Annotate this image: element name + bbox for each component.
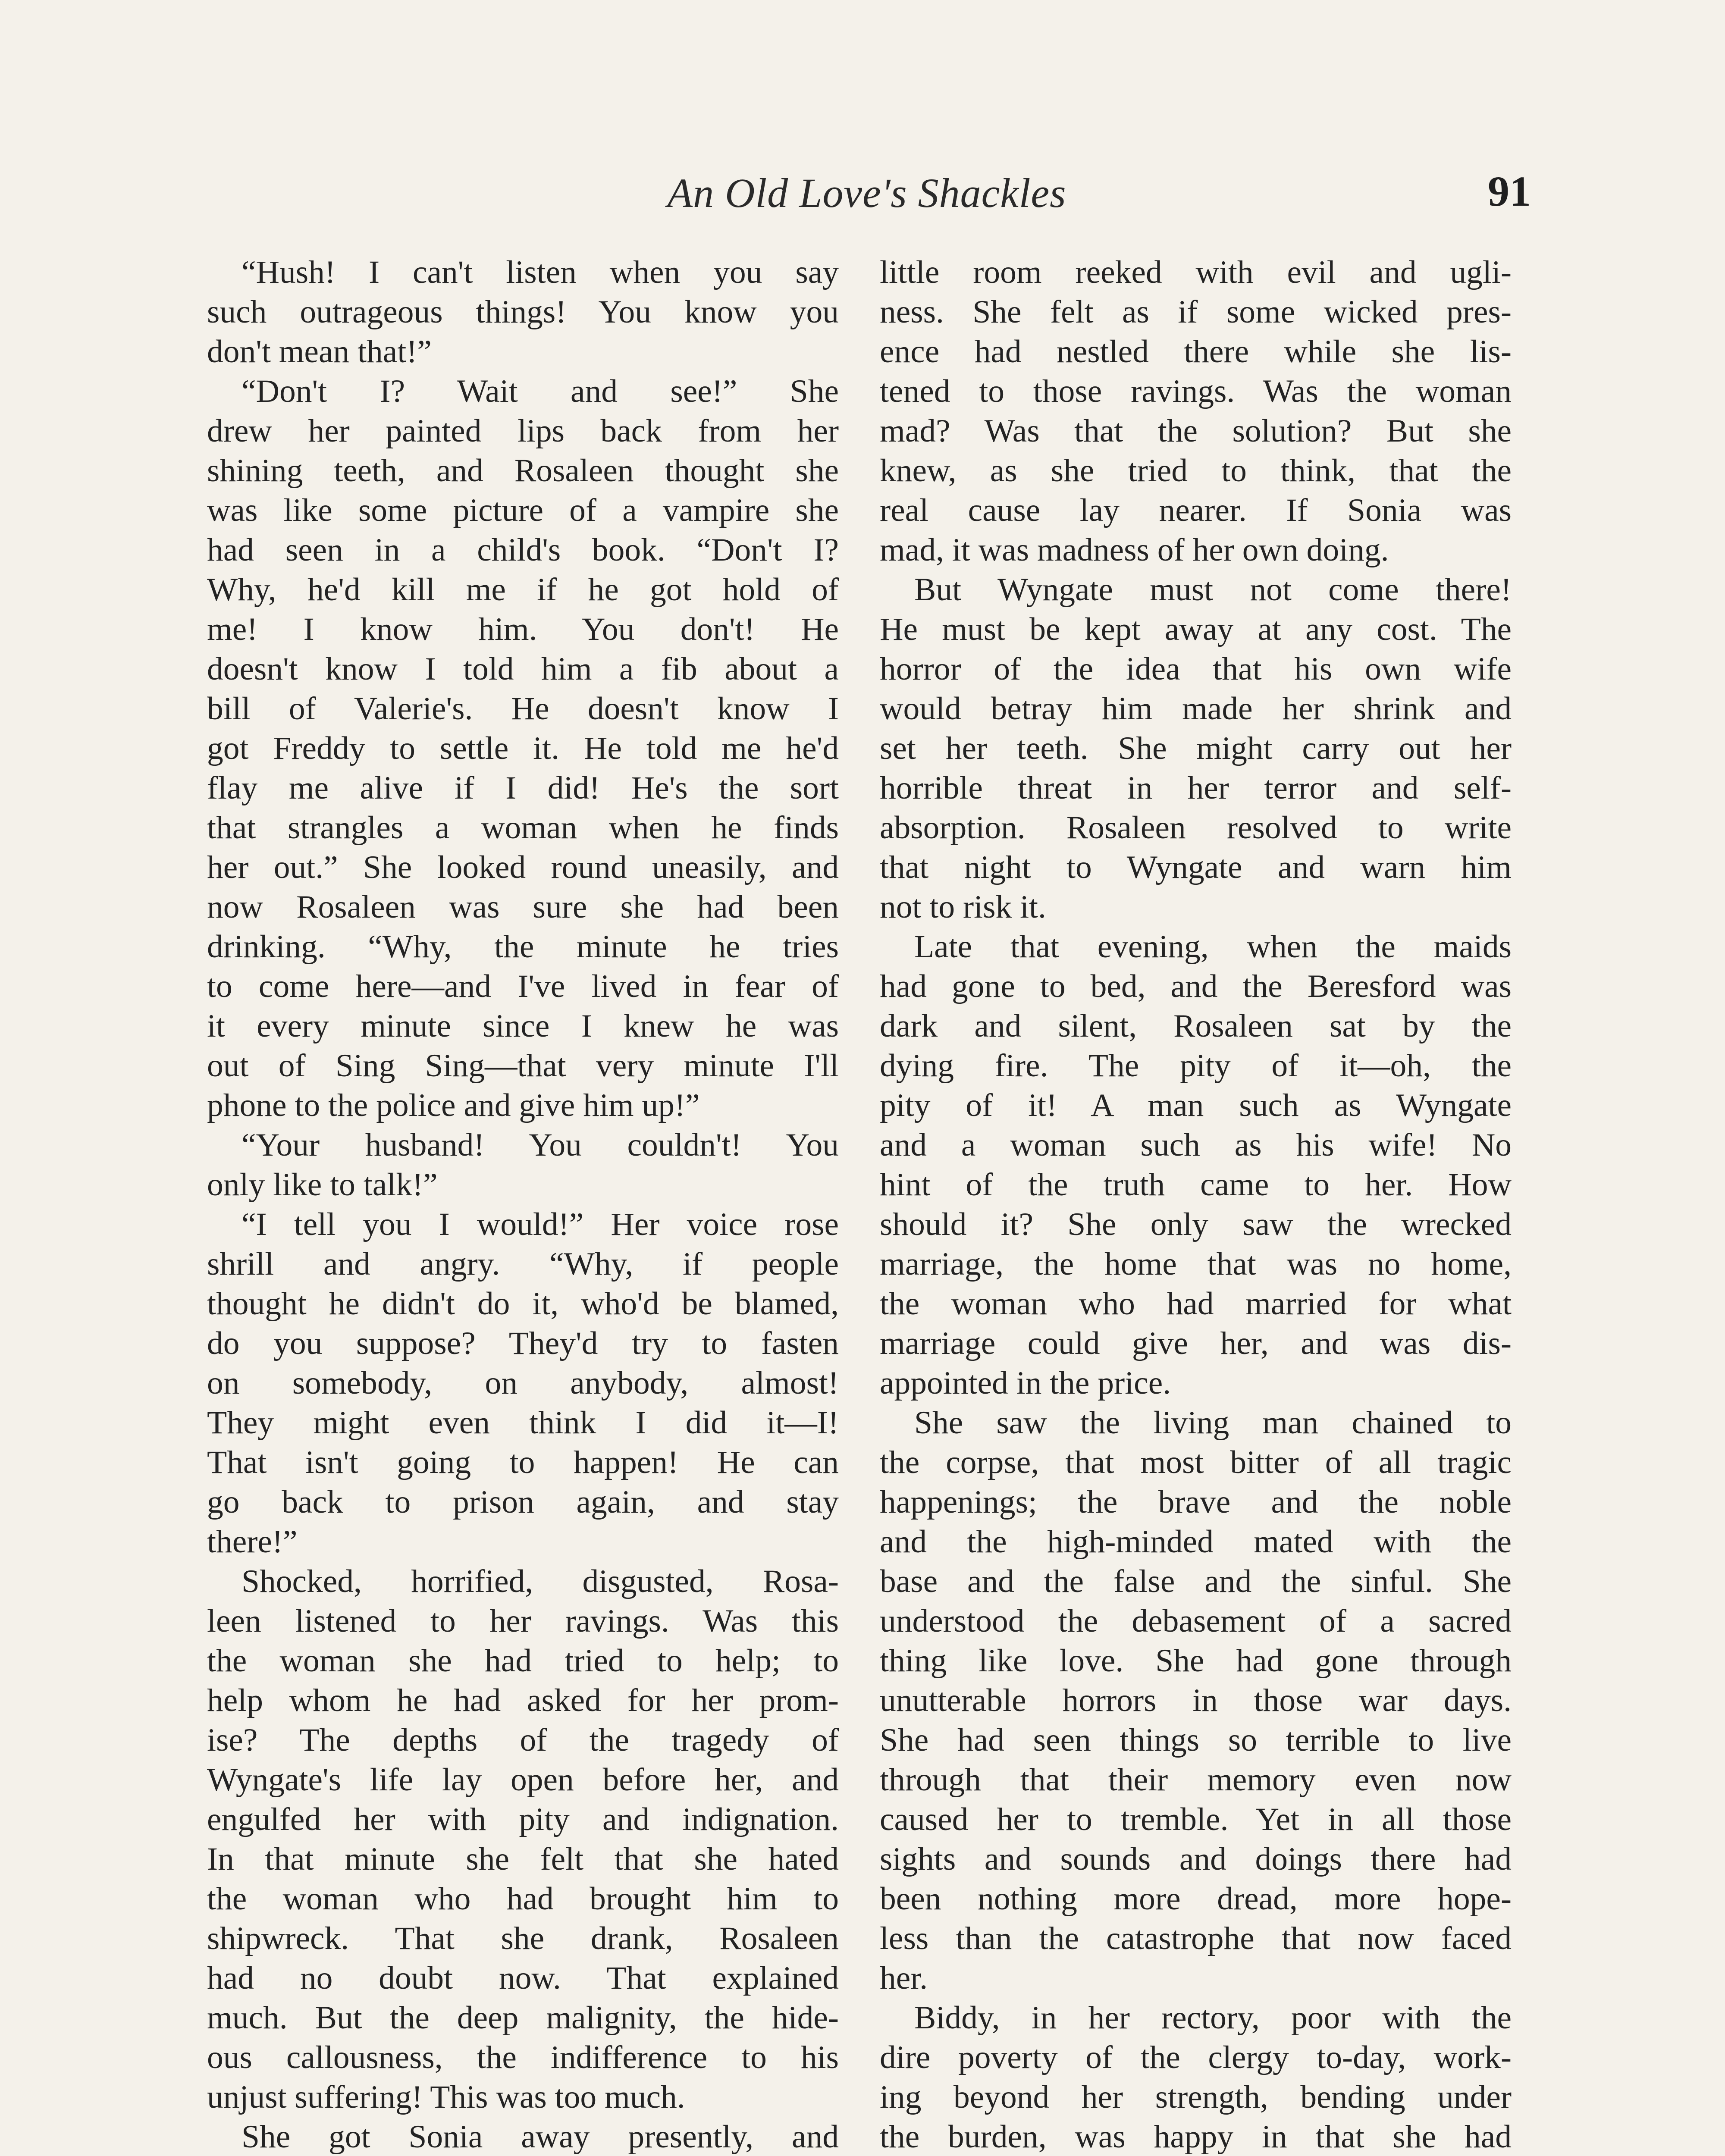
text-line: set her teeth. She might carry out her	[880, 730, 1512, 766]
text-line: shrill and angry. “Why, if people	[207, 1246, 839, 1282]
text-line: the woman she had tried to help; to	[207, 1643, 839, 1679]
text-line: do you suppose? They'd try to fasten	[207, 1326, 839, 1361]
text-line: her.	[880, 1960, 928, 1996]
text-line: hint of the truth came to her. How	[880, 1167, 1512, 1203]
text-line: shipwreck. That she drank, Rosaleen	[207, 1921, 839, 1956]
text-line: me! I know him. You don't! He	[207, 611, 839, 647]
text-line: drinking. “Why, the minute he tries	[207, 929, 839, 965]
text-line: Biddy, in her rectory, poor with the	[914, 2000, 1512, 2036]
text-line: don't mean that!”	[207, 334, 432, 370]
text-line: the burden, was happy in that she had	[880, 2119, 1512, 2155]
text-line: She saw the living man chained to	[914, 1405, 1512, 1441]
text-line: less than the catastrophe that now faced	[880, 1921, 1512, 1956]
text-line: engulfed her with pity and indignation.	[207, 1802, 839, 1837]
text-line: absorption. Rosaleen resolved to write	[880, 810, 1512, 846]
text-line: had no doubt now. That explained	[207, 1960, 839, 1996]
text-line: should it? She only saw the wrecked	[880, 1206, 1512, 1242]
text-line: the woman who had brought him to	[207, 1881, 839, 1917]
text-line: She got Sonia away presently, and	[242, 2119, 839, 2155]
text-line: ness. She felt as if some wicked pres-	[880, 294, 1512, 330]
text-line: She had seen things so terrible to live	[880, 1722, 1512, 1758]
text-line: ous callousness, the indifference to his	[207, 2040, 839, 2075]
text-line: to come here—and I've lived in fear of	[207, 968, 839, 1004]
text-line: phone to the police and give him up!”	[207, 1087, 700, 1123]
text-line: “Don't I? Wait and see!” She	[242, 373, 839, 409]
text-line: appointed in the price.	[880, 1365, 1171, 1401]
text-line: help whom he had asked for her prom-	[207, 1683, 839, 1718]
text-line: had gone to bed, and the Beresford was	[880, 968, 1512, 1004]
text-line: base and the false and the sinful. She	[880, 1564, 1512, 1599]
text-line: it every minute since I knew he was	[207, 1008, 839, 1044]
text-line: knew, as she tried to think, that the	[880, 453, 1512, 489]
text-line: that night to Wyngate and warn him	[880, 849, 1512, 885]
text-line: Why, he'd kill me if he got hold of	[207, 572, 839, 608]
text-line: go back to prison again, and stay	[207, 1484, 839, 1520]
text-line: the woman who had married for what	[880, 1286, 1512, 1322]
text-line: much. But the deep malignity, the hide-	[207, 2000, 839, 2036]
text-line: had seen in a child's book. “Don't I?	[207, 532, 839, 568]
text-line: sights and sounds and doings there had	[880, 1841, 1512, 1877]
text-line: “Your husband! You couldn't! You	[242, 1127, 839, 1163]
text-line: Late that evening, when the maids	[914, 929, 1512, 965]
text-line: mad, it was madness of her own doing.	[880, 532, 1389, 568]
text-line: unutterable horrors in those war days.	[880, 1683, 1512, 1718]
running-title: An Old Love's Shackles	[667, 170, 1066, 216]
text-line: Wyngate's life lay open before her, and	[207, 1762, 839, 1798]
text-line: But Wyngate must not come there!	[914, 572, 1512, 608]
text-line: happenings; the brave and the noble	[880, 1484, 1512, 1520]
text-line: shining teeth, and Rosaleen thought she	[207, 453, 839, 489]
text-line: was like some picture of a vampire she	[207, 492, 839, 528]
text-line: there!”	[207, 1524, 298, 1560]
text-line: drew her painted lips back from her	[207, 413, 839, 449]
text-line: dire poverty of the clergy to-day, work-	[880, 2040, 1512, 2075]
text-line: little room reeked with evil and ugli-	[880, 254, 1512, 290]
text-line: ise? The depths of the tragedy of	[207, 1722, 839, 1758]
text-line: understood the debasement of a sacred	[880, 1603, 1512, 1639]
text-line: out of Sing Sing—that very minute I'll	[207, 1048, 839, 1084]
text-line: Shocked, horrified, disgusted, Rosa-	[242, 1564, 839, 1599]
left-text-column	[207, 253, 839, 2156]
text-line: thought he didn't do it, who'd be blamed,	[207, 1286, 839, 1322]
text-line: dying fire. The pity of it—oh, the	[880, 1048, 1512, 1084]
text-line: That isn't going to happen! He can	[207, 1445, 839, 1480]
right-text-column	[880, 253, 1512, 2156]
text-line: mad? Was that the solution? But she	[880, 413, 1512, 449]
text-line: got Freddy to settle it. He told me he'd	[207, 730, 839, 766]
text-line: “Hush! I can't listen when you say	[242, 254, 839, 290]
text-line: through that their memory even now	[880, 1762, 1512, 1798]
text-line: He must be kept away at any cost. The	[880, 611, 1512, 647]
text-line: bill of Valerie's. He doesn't know I	[207, 691, 839, 727]
text-line: marriage could give her, and was dis-	[880, 1326, 1512, 1361]
text-line: only like to talk!”	[207, 1167, 438, 1203]
text-line: would betray him made her shrink and	[880, 691, 1512, 727]
text-line: been nothing more dread, more hope-	[880, 1881, 1512, 1917]
text-line: ing beyond her strength, bending under	[880, 2079, 1512, 2115]
text-line: They might even think I did it—I!	[207, 1405, 839, 1441]
text-line: dark and silent, Rosaleen sat by the	[880, 1008, 1512, 1044]
page-number: 91	[1488, 167, 1531, 215]
text-line: In that minute she felt that she hated	[207, 1841, 839, 1877]
text-line: ence had nestled there while she lis-	[880, 334, 1512, 370]
text-line: doesn't know I told him a fib about a	[207, 651, 839, 687]
text-line: not to risk it.	[880, 889, 1046, 925]
text-line: now Rosaleen was sure she had been	[207, 889, 839, 925]
text-line: horror of the idea that his own wife	[880, 651, 1512, 687]
text-line: that strangles a woman when he finds	[207, 810, 839, 846]
text-line: tened to those ravings. Was the woman	[880, 373, 1512, 409]
text-line: real cause lay nearer. If Sonia was	[880, 492, 1512, 528]
text-line: on somebody, on anybody, almost!	[207, 1365, 839, 1401]
text-line: horrible threat in her terror and self-	[880, 770, 1512, 806]
text-line: her out.” She looked round uneasily, and	[207, 849, 839, 885]
text-line: marriage, the home that was no home,	[880, 1246, 1512, 1282]
text-line: caused her to tremble. Yet in all those	[880, 1802, 1512, 1837]
text-line: “I tell you I would!” Her voice rose	[242, 1206, 839, 1242]
text-line: leen listened to her ravings. Was this	[207, 1603, 839, 1639]
text-line: thing like love. She had gone through	[880, 1643, 1512, 1679]
text-line: pity of it! A man such as Wyngate	[880, 1087, 1512, 1123]
page-header	[203, 169, 1531, 229]
text-line: the corpse, that most bitter of all tragic	[880, 1445, 1512, 1480]
text-line: and the high-minded mated with the	[880, 1524, 1512, 1560]
text-line: and a woman such as his wife! No	[880, 1127, 1512, 1163]
text-line: unjust suffering! This was too much.	[207, 2079, 685, 2115]
text-line: such outrageous things! You know you	[207, 294, 839, 330]
text-line: flay me alive if I did! He's the sort	[207, 770, 839, 806]
